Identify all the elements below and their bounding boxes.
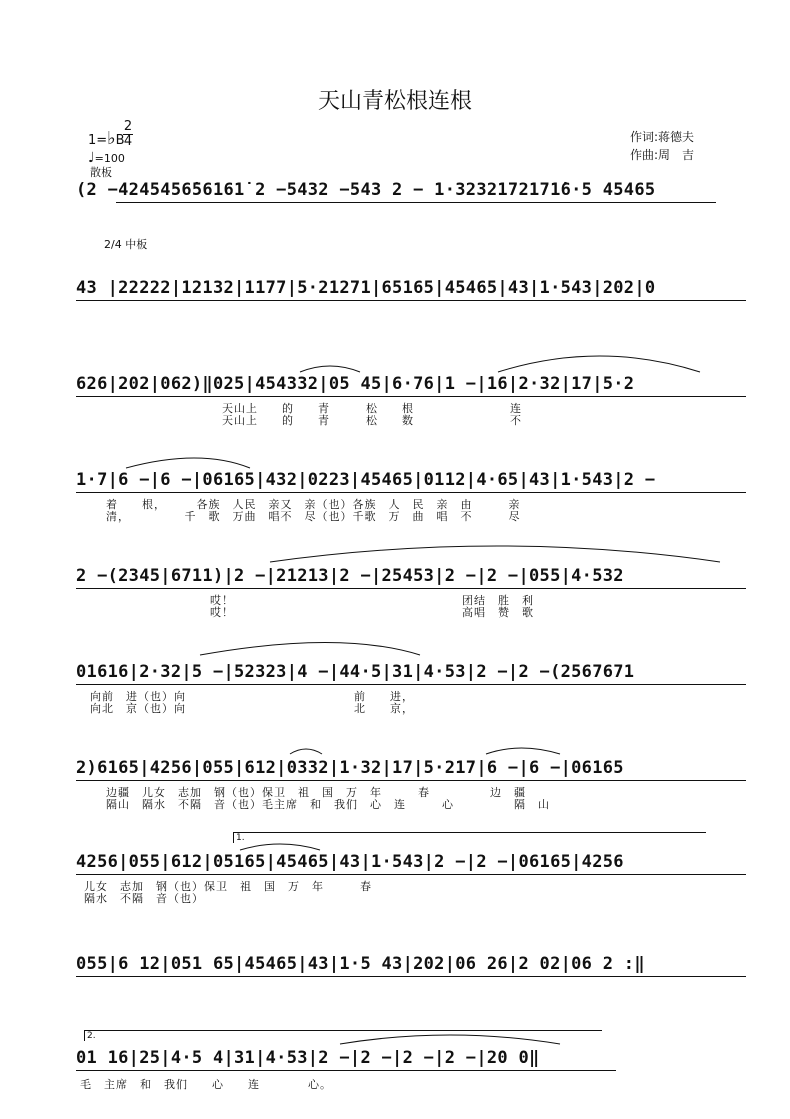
- composer-credit: 作曲:周 吉: [630, 148, 695, 162]
- lyrics-5b: 哎！ 高唱 赞 歌: [90, 606, 534, 619]
- staff-notes-7: 2)6165|4256|055|612|0332|1·32|17|5·217|6 −|6 −|06165: [76, 758, 624, 778]
- first-ending-bracket: 1.: [233, 832, 706, 843]
- staff-notes-5: 2 −(2345|6711)|2 −|21213|2 −|25453|2 −|2 −|055|4·532: [76, 566, 624, 586]
- song-title: 天山青松根连根: [317, 89, 472, 114]
- staff-notes-4: 1·7|6 −|6 −|06165|432|0223|45465|0112|4·65|43|1·543|2 −: [76, 470, 656, 490]
- time-top: 2: [123, 119, 133, 134]
- lyricist-credit: 作词:蒋德夫: [630, 130, 695, 144]
- lyrics-4a: 着 根， 各族 人民 亲又 亲（也）各族 人 民 亲 由 亲: [106, 498, 521, 511]
- flat-symbol: ♭: [107, 128, 116, 149]
- staff-notes-1: (2 −4245456̇56161̇ 2 −5432 −543 2 − 1·3232172171̇6·5 45465: [76, 180, 656, 200]
- key-note: B: [115, 133, 125, 148]
- tempo-change-label: 2/4 中板: [104, 238, 148, 251]
- lyrics-6b: 向北 京（也）向 北 京，: [90, 702, 414, 715]
- lyrics-7b: 隔山 隔水 不隔 音（也）毛主席 和 我们 心 连 心 隔 山: [106, 798, 550, 811]
- lyrics-3b: 天山上 的 青 松 数 不: [222, 414, 522, 427]
- free-tempo-label: 散板: [90, 166, 112, 179]
- staff-notes-9: 055|6 12|051 65|45465|43|1·5 43|202|06 26|2 02|06 2 :‖: [76, 954, 645, 974]
- lyrics-6a: 向前 进（也）向 前 进，: [90, 690, 414, 703]
- staff-notes-2: 43 |22222|12132|1177|5·21271|65165|45465|43|1·543|202|0: [76, 278, 656, 298]
- quarter-note-icon: ♩: [88, 150, 95, 166]
- lyrics-5a: 哎！ 团结 胜 利: [90, 594, 534, 607]
- staff-notes-8: 4256|055|612|05165|45465|43|1·543|2 −|2 −|06165|4256: [76, 852, 624, 872]
- lyrics-7a: 边疆 儿女 志加 钢（也）保卫 祖 国 万 年 春 边 疆: [106, 786, 526, 799]
- staff-notes-3: 626|202|062)‖025|454332|05 45|6·76|1 −|16|2·32|17|5·2: [76, 374, 635, 394]
- key-prefix: 1=: [88, 133, 108, 148]
- tempo-bpm: =100: [94, 152, 125, 165]
- time-bottom: 4: [123, 134, 133, 149]
- second-ending-bracket: 2.: [84, 1030, 602, 1041]
- staff-notes-6: 01616|2·32|5 −|52323|4 −|44·5|31|4·53|2 −|2 −(2567671: [76, 662, 635, 682]
- lyrics-4b: 清， 千 歌 万曲 唱不 尽（也）千歌 万 曲 唱 不 尽: [106, 510, 521, 523]
- lyrics-8a: 儿女 志加 钢（也）保卫 祖 国 万 年 春: [84, 880, 372, 893]
- staff-notes-10: 01 16|25|4·5 4|31|4·53|2 −|2 −|2 −|2 −|20 0‖: [76, 1048, 540, 1068]
- lyrics-8b: 隔水 不隔 音（也）: [84, 892, 204, 905]
- lyrics-10: 毛 主席 和 我们 心 连 心。: [80, 1078, 332, 1091]
- lyrics-3a: 天山上 的 青 松 根 连: [222, 402, 522, 415]
